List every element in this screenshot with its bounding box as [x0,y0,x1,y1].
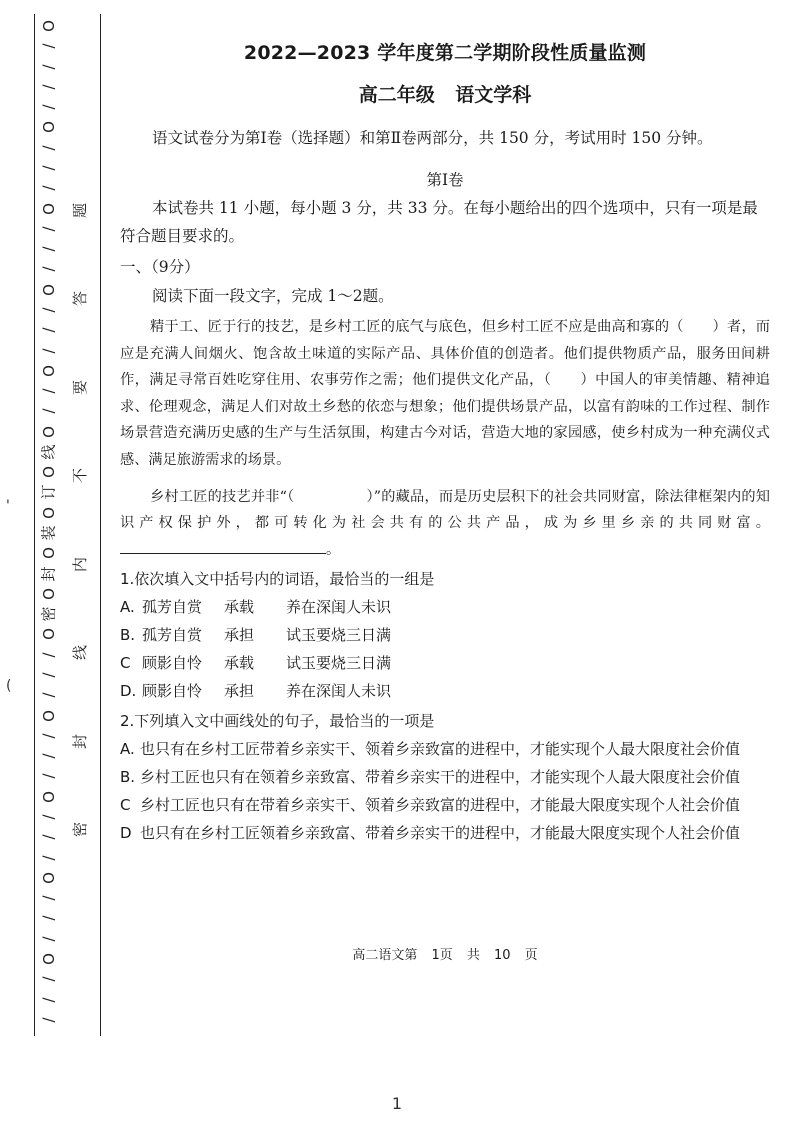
binding-symbol: / [40,855,58,861]
binding-symbol: / [40,185,58,191]
binding-symbol: / [40,226,58,232]
binding-line-right [100,14,101,1036]
reading-passage-2 [120,484,770,564]
binding-symbol: O [40,425,58,438]
binding-symbol: O [40,364,58,377]
binding-symbol: / [40,165,58,171]
binding-symbol: / [40,43,58,49]
binding-symbol: / [40,246,58,252]
reading-instruction: 阅读下面一段文字，完成 1～2题。 [152,287,394,305]
option-word-3: 试玉要烧三日满 [286,654,392,673]
binding-seal-column [40,18,58,1028]
notice-char: 答 [71,291,90,307]
option-word-2: 承担 [224,682,255,701]
option-letter: A. [120,740,135,759]
binding-symbol: O [40,628,58,641]
q1-option [120,649,770,677]
notice-char: 封 [71,733,90,749]
q1-option [120,621,770,649]
binding-symbol: / [40,895,58,901]
margin-mark: ( [6,678,12,694]
binding-symbol: / [40,672,58,678]
binding-symbol: / [40,408,58,414]
section-title: 第Ⅰ卷 [426,171,464,189]
exam-subtitle: 高二年级 语文学科 [358,84,532,106]
binding-symbol: O [40,871,58,884]
option-word-2: 承载 [224,654,255,673]
page-number: 1 [391,1094,403,1113]
exam-intro: 语文试卷分为第Ⅰ卷（选择题）和第Ⅱ卷两部分，共 150 分，考试用时 150 分钟。 [152,129,713,147]
binding-symbol: / [40,64,58,70]
binding-symbol: / [40,388,58,394]
question-2-stem: 2.下列填入文中画线处的句子，最恰当的一项是 [120,712,435,731]
binding-symbol: / [40,145,58,151]
option-letter: C [120,654,131,673]
binding-symbol: / [40,347,58,354]
binding-symbol: 密 [39,606,58,622]
q2-option [120,763,770,791]
notice-char: 内 [71,556,90,572]
no-answer-notice-column [70,200,90,840]
option-word-1: 顾影自怜 [142,654,203,673]
binding-symbol: O [40,506,58,519]
q1-option [120,677,770,705]
option-word-3: 养在深闺人未识 [286,598,392,617]
option-letter: D. [120,682,137,701]
binding-symbol: / [40,834,58,840]
option-text: 乡村工匠也只有在带着乡亲实干、领着乡亲致富的进程中，才能最大限度实现个人社会价值 [140,796,741,815]
binding-symbol: / [40,976,58,982]
exam-title: 2022—2023 学年度第二学期阶段性质量监测 [243,42,647,64]
notice-char: 线 [71,645,90,661]
binding-symbol: / [40,733,58,739]
option-text: 也只有在乡村工匠带着乡亲实干、领着乡亲致富的进程中，才能实现个人最大限度社会价值 [140,740,741,759]
binding-symbol: / [40,84,58,90]
binding-symbol: / [40,753,58,759]
binding-symbol: / [40,814,58,820]
notice-char: 题 [71,202,90,219]
binding-symbol: O [40,121,58,134]
binding-symbol: / [40,652,58,658]
binding-symbol: 订 [39,484,58,500]
binding-symbol: O [40,587,58,600]
binding-symbol: / [40,266,58,272]
binding-symbol: / [40,692,58,698]
q2-option [120,735,770,763]
binding-symbol: O [40,790,58,803]
notice-char: 要 [71,379,90,395]
q2-option [120,791,770,819]
binding-symbol: / [40,104,58,110]
option-letter: B. [120,626,136,645]
main-content [120,38,770,847]
margin-mark: ' [6,498,10,514]
binding-symbol: / [40,915,58,921]
binding-symbol: O [40,953,58,965]
option-text: 也只有在乡村工匠领着乡亲致富、带着乡亲实干的进程中，才能最大限度实现个人社会价值 [140,824,741,843]
binding-symbol: O [40,20,58,32]
question-1-options [120,593,770,705]
binding-symbol: / [40,1017,58,1023]
page-footer: 高二语文第 1页 共 10 页 [352,948,538,963]
binding-symbol: / [40,996,58,1003]
option-text: 乡村工匠也只有在领着乡亲致富、带着乡亲实干的进程中，才能实现个人最大限度社会价值 [140,768,741,787]
binding-symbol: / [40,773,58,779]
notice-char: 密 [71,821,90,837]
option-letter: B. [120,768,136,787]
option-word-2: 承载 [224,598,255,617]
binding-symbol: O [40,202,58,215]
binding-symbol: 线 [39,444,58,460]
binding-symbol: 封 [39,566,58,582]
option-letter: C [120,796,131,815]
binding-line-left [34,14,35,1036]
q1-option [120,593,770,621]
option-word-3: 试玉要烧三日满 [286,626,392,645]
reading-passage-1: 精于工、匠于行的技艺，是乡村工匠的底气与底色，但乡村工匠不应是曲高和寡的（ ）者，而应是充满人间烟火、饱含故土味道的实际产品、具体价值的创造者。他们提供物质产品，服务田间耕作，满足寻常百姓吃穿住用、农事劳作之需；他们提供文化产品，（ ）中国人的审美情趣、精神追求、伦理观念，满足人们对故土乡愁的依恋与想象；他们提供场景产品，以富有韵味的工作过程、制作场景营造充满历史感的生产与生活氛围，构建古今对话，营造大地的家园感，使乡村成为一种充满仪式感、满足旅游需求的场景。 [120,319,770,468]
option-word-2: 承担 [224,626,255,645]
binding-symbol: / [40,936,58,942]
binding-symbol: / [40,307,58,313]
option-letter: D [120,824,132,843]
passage-2-end: 。 [326,541,341,558]
binding-symbol: / [40,327,58,333]
binding-symbol: 装 [39,525,58,541]
section-intro: 本试卷共 11 小题，每小题 3 分，共 33 分。在每小题给出的四个选项中，只有一项是最符合题目要求的。 [120,199,758,245]
binding-symbol: O [40,466,58,479]
binding-symbol: O [40,547,58,560]
q2-option [120,819,770,847]
underline-blank [120,537,326,554]
passage-2-text: 乡村工匠的技艺并非“（ ）”的藏品，而是历史层积下的社会共同财富，除法律框架内的知识产权保护外，都可转化为社会共有的公共产品，成为乡里乡亲的共同财富。 [120,488,770,532]
option-word-3: 养在深闺人未识 [286,682,392,701]
part-heading: 一、（9分） [120,258,200,276]
option-word-1: 顾影自怜 [142,682,203,701]
binding-symbol: O [40,709,58,722]
question-1-stem: 1.依次填入文中括号内的词语，最恰当的一组是 [120,570,435,589]
binding-symbol: O [40,283,58,296]
notice-char: 不 [71,468,90,484]
question-2-options [120,735,770,847]
option-letter: A. [120,598,135,617]
option-word-1: 孤芳自赏 [142,598,203,617]
option-word-1: 孤芳自赏 [142,626,203,645]
